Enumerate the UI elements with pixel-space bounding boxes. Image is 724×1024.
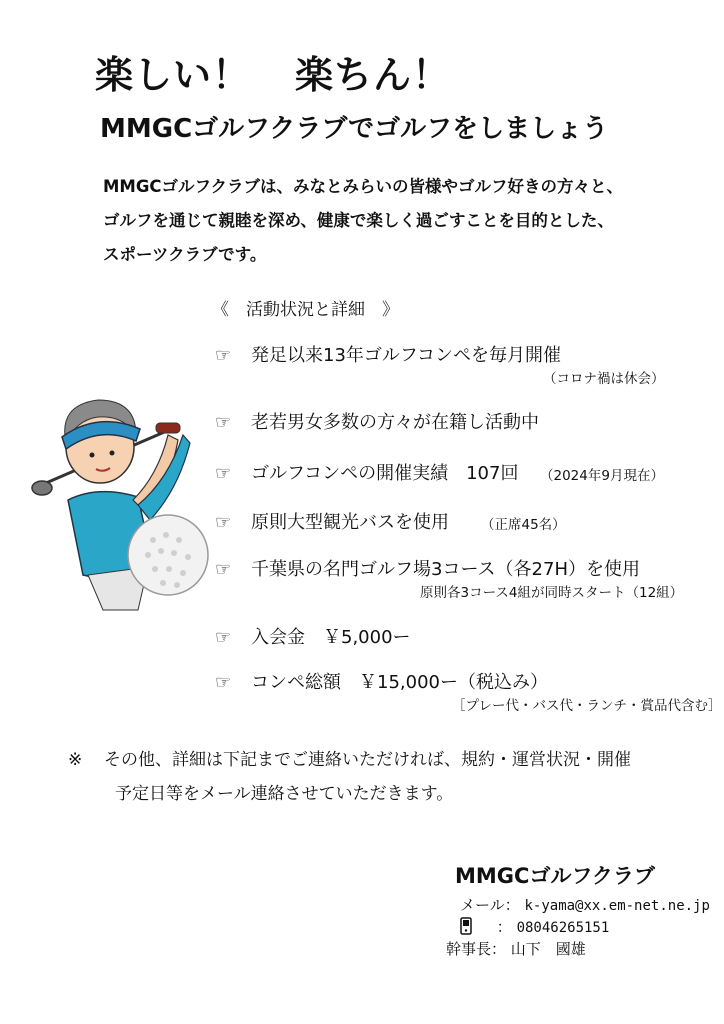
pointing-hand-icon: ☞: [215, 627, 232, 648]
secretary-name: 山下 國雄: [510, 940, 586, 958]
pointing-hand-icon: ☞: [215, 463, 232, 484]
detail-item-text: 千葉県の名門ゴルフ場3コース（各27H）を使用: [251, 559, 640, 580]
headline-part2: 楽ちん！: [295, 53, 452, 97]
section-title: 《 活動状況と詳細 》: [212, 300, 399, 320]
detail-item: [215, 623, 411, 649]
contact-phone-row: [460, 916, 609, 939]
detail-item: [215, 459, 518, 485]
mobile-phone-icon: [460, 917, 472, 939]
club-grip: [156, 423, 180, 433]
detail-item-note: （正席45名）: [481, 517, 566, 533]
detail-item-text: ゴルフコンペの開催実績 107回: [251, 463, 519, 484]
pointing-hand-icon: ☞: [215, 559, 232, 580]
headline: [95, 44, 451, 99]
secretary-label: 幹事長：: [446, 940, 507, 958]
detail-item-note: （2024年9月現在）: [540, 468, 664, 484]
intro-line: MMGCゴルフクラブは、みなとみらいの皆様やゴルフ好きの方々と、: [103, 177, 623, 196]
detail-item-note: 原則各3コース4組が同時スタート（12組）: [420, 585, 684, 601]
pointing-hand-icon: ☞: [215, 512, 232, 533]
intro-paragraph: [103, 170, 623, 272]
detail-item-note: ［プレー代・バス代・ランチ・賞品代含む］: [452, 698, 722, 714]
pointing-hand-icon: ☞: [215, 412, 232, 433]
detail-item-text: 原則大型観光バスを使用: [251, 512, 449, 533]
contact-secretary-row: [446, 938, 586, 959]
intro-line: スポーツクラブです。: [103, 245, 267, 264]
detail-item: [215, 408, 539, 434]
detail-item-text: 入会金 ￥5,000ー: [251, 627, 411, 648]
subtitle: MMGCゴルフクラブでゴルフをしましょう: [100, 114, 609, 144]
club-name: MMGCゴルフクラブ: [455, 864, 655, 888]
intro-line: ゴルフを通じて親睦を深め、健康で楽しく過ごすことを目的とした、: [103, 211, 614, 230]
detail-item: [215, 341, 561, 367]
detail-item: [215, 668, 548, 694]
pointing-hand-icon: ☞: [215, 672, 232, 693]
footer-note-line: 予定日等をメール連絡させていただきます。: [115, 784, 454, 804]
golfer-eye: [90, 453, 95, 458]
detail-item-text: 老若男女多数の方々が在籍し活動中: [251, 412, 539, 433]
detail-item-text: コンペ総額 ￥15,000ー（税込み）: [251, 672, 548, 693]
golf-ball: [128, 515, 208, 595]
contact-mail-row: [460, 894, 710, 915]
footer-note-line: その他、詳細は下記までご連絡いただければ、規約・運営状況・開催: [104, 750, 631, 770]
note-mark: ※: [68, 750, 83, 770]
headline-part1: 楽しい！: [95, 53, 252, 97]
pointing-hand-icon: ☞: [215, 345, 232, 366]
footer-note: [68, 743, 631, 811]
golfer-illustration: [28, 385, 213, 615]
detail-item: [215, 508, 449, 534]
mail-address[interactable]: k-yama@xx.em-net.ne.jp: [524, 898, 710, 914]
detail-item-note: （コロナ禍は休会）: [543, 371, 665, 387]
phone-number[interactable]: 08046265151: [516, 920, 610, 936]
golf-club-head: [32, 481, 52, 495]
golfer-eye: [110, 451, 115, 456]
mail-label: メール：: [460, 896, 520, 914]
phone-separator: ：: [496, 918, 512, 936]
detail-item: [215, 555, 640, 581]
detail-item-text: 発足以来13年ゴルフコンペを毎月開催: [251, 345, 562, 366]
